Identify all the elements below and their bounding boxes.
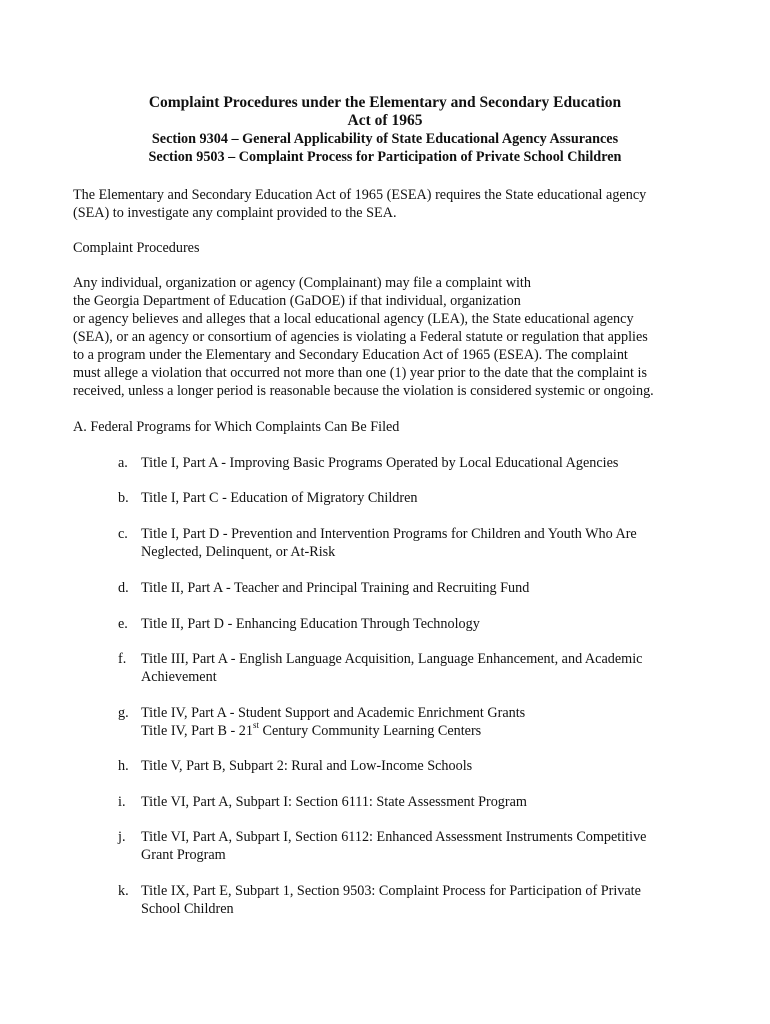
list-item-letter: h.	[118, 758, 129, 774]
list-item-text: Title II, Part D - Enhancing Education Through Technology	[141, 616, 480, 632]
procedures-line-7: received, unless a longer period is reasonable because the violation is considered systemic or ongoing.	[73, 383, 654, 399]
document-title-block	[0, 94, 770, 166]
list-item-letter: g.	[118, 705, 129, 721]
section-a-heading: A. Federal Programs for Which Complaints Can Be Filed	[73, 419, 400, 435]
procedures-line-1: Any individual, organization or agency (Complainant) may file a complaint with	[73, 275, 531, 291]
list-item-letter: k.	[118, 883, 129, 899]
intro-line-2: (SEA) to investigate any complaint provided to the SEA.	[73, 205, 397, 221]
list-item-text: Title V, Part B, Subpart 2: Rural and Low-Income Schools	[141, 758, 473, 774]
list-item-text: Title VI, Part A, Subpart I: Section 6111: State Assessment Program	[141, 794, 527, 810]
list-item-text: Title I, Part C - Education of Migratory Children	[141, 490, 418, 506]
document-title-line-2: Act of 1965	[347, 112, 423, 129]
list-item-letter: j.	[118, 829, 126, 845]
procedures-line-2: the Georgia Department of Education (GaDOE) if that individual, organization	[73, 293, 521, 309]
list-item-text-prefix: Title IV, Part B - 21	[141, 723, 253, 739]
intro-paragraph	[73, 186, 646, 222]
list-item-text: Title II, Part A - Teacher and Principal Training and Recruiting Fund	[141, 580, 530, 596]
list-item-text: Neglected, Delinquent, or At-Risk	[141, 544, 336, 560]
procedures-line-5: to a program under the Elementary and Secondary Education Act of 1965 (ESEA). The complaint	[73, 347, 628, 363]
list-item-text: Achievement	[141, 669, 217, 685]
list-item-text: Title IX, Part E, Subpart 1, Section 9503: Complaint Process for Participation of Private	[141, 883, 641, 899]
list-item-text	[141, 722, 525, 740]
list-item-letter: e.	[118, 616, 128, 632]
list-item-letter: a.	[118, 455, 128, 471]
list-item-text: Grant Program	[141, 847, 226, 863]
list-item-letter: i.	[118, 794, 126, 810]
document-title-line-1: Complaint Procedures under the Elementary and Secondary Education	[148, 94, 622, 111]
section-9503-heading: Section 9503 – Complaint Process for Participation of Private School Children	[148, 149, 622, 165]
list-item-text-suffix: Century Community Learning Centers	[258, 723, 482, 739]
procedures-line-6: must allege a violation that occurred not more than one (1) year prior to the date that the complaint is	[73, 365, 648, 381]
intro-line-1: The Elementary and Secondary Education Act of 1965 (ESEA) requires the State educational agency	[73, 187, 647, 203]
list-item-text: Title III, Part A - English Language Acquisition, Language Enhancement, and Academic	[141, 651, 643, 667]
procedures-line-3: or agency believes and alleges that a local educational agency (LEA), the State educational agency	[73, 311, 634, 327]
list-item-text: School Children	[141, 901, 234, 917]
ordinal-superscript: st	[252, 720, 259, 731]
list-item-letter: c.	[118, 526, 128, 542]
list-item-text: Title I, Part A - Improving Basic Programs Operated by Local Educational Agencies	[141, 455, 619, 471]
list-item-text: Title IV, Part A - Student Support and Academic Enrichment Grants	[141, 705, 526, 721]
list-item-text: Title I, Part D - Prevention and Intervention Programs for Children and Youth Who Are	[141, 526, 637, 542]
list-item-letter: d.	[118, 580, 129, 596]
procedures-paragraph	[73, 274, 654, 400]
complaint-procedures-heading: Complaint Procedures	[73, 240, 200, 256]
list-item-text: Title VI, Part A, Subpart I, Section 6112: Enhanced Assessment Instruments Competitive	[141, 829, 647, 845]
section-9304-heading: Section 9304 – General Applicability of State Educational Agency Assurances	[151, 131, 619, 147]
list-item-letter: f.	[118, 651, 127, 667]
list-item-letter: b.	[118, 490, 129, 506]
procedures-line-4: (SEA), or an agency or consortium of agencies is violating a Federal statute or regulation that applies	[73, 329, 648, 345]
